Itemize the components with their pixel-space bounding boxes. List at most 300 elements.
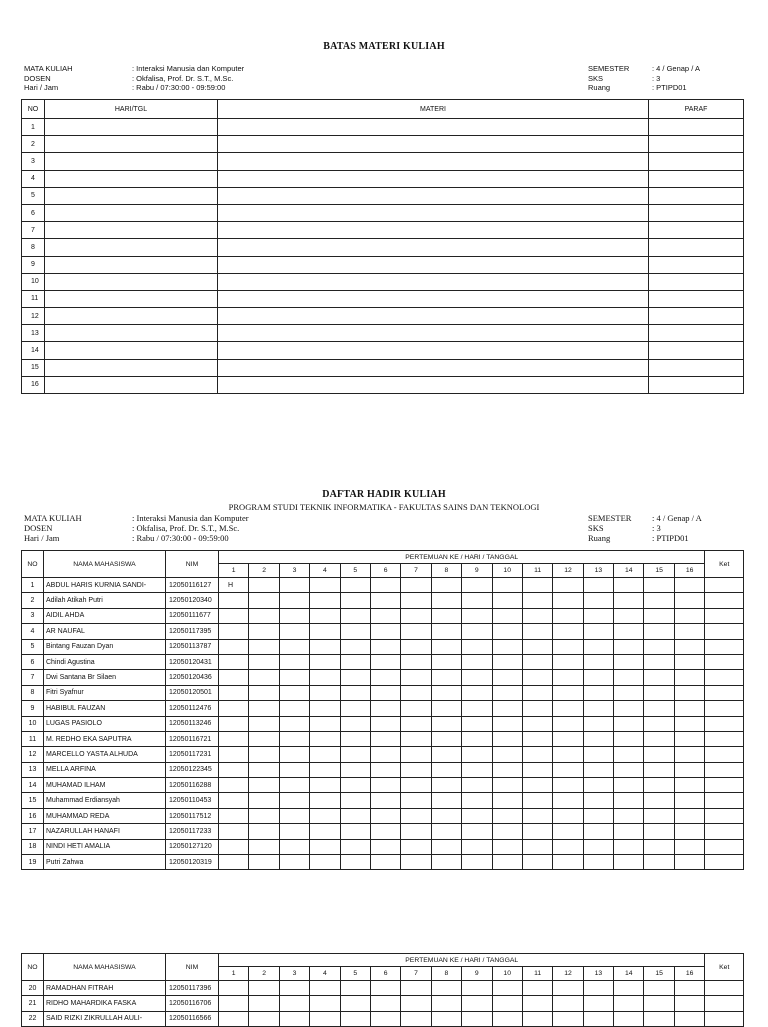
attendance-cell[interactable] (219, 747, 249, 762)
attendance-cell[interactable] (431, 593, 461, 608)
attendance-cell[interactable] (614, 578, 644, 593)
attendance-cell[interactable] (553, 701, 583, 716)
attendance-cell[interactable] (614, 654, 644, 669)
attendance-cell[interactable] (431, 996, 461, 1011)
hari-tgl-cell[interactable] (45, 170, 218, 187)
hari-tgl-cell[interactable] (45, 119, 218, 136)
ket-cell[interactable] (705, 670, 744, 685)
attendance-cell[interactable] (340, 747, 370, 762)
attendance-cell[interactable] (583, 701, 613, 716)
paraf-cell[interactable] (649, 153, 744, 170)
hari-tgl-cell[interactable] (45, 359, 218, 376)
hari-tgl-cell[interactable] (45, 153, 218, 170)
attendance-cell[interactable] (553, 716, 583, 731)
attendance-cell[interactable] (370, 808, 400, 823)
attendance-cell[interactable] (614, 716, 644, 731)
attendance-cell[interactable] (522, 593, 552, 608)
attendance-cell[interactable] (219, 639, 249, 654)
attendance-cell[interactable] (492, 654, 522, 669)
attendance-cell[interactable] (583, 793, 613, 808)
attendance-cell[interactable] (340, 608, 370, 623)
attendance-cell[interactable] (492, 808, 522, 823)
attendance-cell[interactable] (401, 855, 431, 870)
ket-cell[interactable] (705, 578, 744, 593)
attendance-cell[interactable] (522, 654, 552, 669)
attendance-cell[interactable] (553, 981, 583, 996)
attendance-cell[interactable] (644, 593, 674, 608)
attendance-cell[interactable] (279, 670, 309, 685)
attendance-cell[interactable] (462, 593, 492, 608)
attendance-cell[interactable] (401, 670, 431, 685)
hari-tgl-cell[interactable] (45, 325, 218, 342)
attendance-cell[interactable] (644, 731, 674, 746)
attendance-cell[interactable] (522, 839, 552, 854)
attendance-cell[interactable] (431, 654, 461, 669)
attendance-cell[interactable] (370, 608, 400, 623)
attendance-cell[interactable] (310, 981, 340, 996)
attendance-cell[interactable] (492, 578, 522, 593)
attendance-cell[interactable] (340, 578, 370, 593)
attendance-cell[interactable] (492, 639, 522, 654)
attendance-cell[interactable] (614, 996, 644, 1011)
attendance-cell[interactable] (279, 762, 309, 777)
attendance-cell[interactable] (219, 808, 249, 823)
attendance-cell[interactable] (462, 1011, 492, 1026)
paraf-cell[interactable] (649, 222, 744, 239)
attendance-cell[interactable] (462, 855, 492, 870)
attendance-cell[interactable] (249, 996, 279, 1011)
attendance-cell[interactable] (370, 639, 400, 654)
hari-tgl-cell[interactable] (45, 136, 218, 153)
attendance-cell[interactable] (522, 793, 552, 808)
attendance-cell[interactable] (279, 685, 309, 700)
attendance-cell[interactable] (553, 731, 583, 746)
attendance-cell[interactable] (310, 778, 340, 793)
attendance-cell[interactable] (644, 808, 674, 823)
attendance-cell[interactable] (674, 654, 705, 669)
ket-cell[interactable] (705, 608, 744, 623)
attendance-cell[interactable] (522, 996, 552, 1011)
attendance-cell[interactable] (462, 996, 492, 1011)
attendance-cell[interactable] (279, 639, 309, 654)
attendance-cell[interactable] (553, 593, 583, 608)
attendance-cell[interactable] (310, 593, 340, 608)
attendance-cell[interactable] (614, 839, 644, 854)
attendance-cell[interactable] (401, 747, 431, 762)
attendance-cell[interactable] (492, 855, 522, 870)
attendance-cell[interactable] (644, 824, 674, 839)
attendance-cell[interactable] (674, 578, 705, 593)
attendance-cell[interactable] (492, 824, 522, 839)
attendance-cell[interactable] (249, 1011, 279, 1026)
attendance-cell[interactable] (492, 793, 522, 808)
attendance-cell[interactable] (401, 808, 431, 823)
attendance-cell[interactable] (249, 639, 279, 654)
attendance-cell[interactable] (340, 855, 370, 870)
attendance-cell[interactable] (462, 747, 492, 762)
attendance-cell[interactable] (370, 778, 400, 793)
attendance-cell[interactable] (583, 716, 613, 731)
attendance-cell[interactable] (522, 578, 552, 593)
attendance-cell[interactable] (279, 624, 309, 639)
materi-cell[interactable] (218, 325, 649, 342)
attendance-cell[interactable] (522, 855, 552, 870)
attendance-cell[interactable] (219, 731, 249, 746)
materi-cell[interactable] (218, 153, 649, 170)
attendance-cell[interactable] (279, 839, 309, 854)
attendance-cell[interactable] (340, 624, 370, 639)
attendance-cell[interactable] (340, 654, 370, 669)
attendance-cell[interactable] (583, 981, 613, 996)
attendance-cell[interactable] (553, 855, 583, 870)
attendance-cell[interactable] (583, 578, 613, 593)
attendance-cell[interactable] (401, 593, 431, 608)
ket-cell[interactable] (705, 762, 744, 777)
attendance-cell[interactable] (583, 762, 613, 777)
attendance-cell[interactable] (370, 731, 400, 746)
attendance-cell[interactable] (583, 670, 613, 685)
attendance-cell[interactable] (279, 981, 309, 996)
hari-tgl-cell[interactable] (45, 222, 218, 239)
ket-cell[interactable] (705, 778, 744, 793)
attendance-cell[interactable] (462, 731, 492, 746)
attendance-cell[interactable] (522, 624, 552, 639)
attendance-cell[interactable] (401, 996, 431, 1011)
attendance-cell[interactable] (462, 608, 492, 623)
attendance-cell[interactable] (553, 685, 583, 700)
attendance-cell[interactable] (614, 639, 644, 654)
attendance-cell[interactable] (614, 762, 644, 777)
attendance-cell[interactable] (553, 670, 583, 685)
attendance-cell[interactable] (644, 624, 674, 639)
attendance-cell[interactable] (674, 996, 705, 1011)
attendance-cell[interactable] (462, 716, 492, 731)
attendance-cell[interactable] (553, 808, 583, 823)
materi-cell[interactable] (218, 376, 649, 393)
attendance-cell[interactable] (310, 808, 340, 823)
paraf-cell[interactable] (649, 256, 744, 273)
attendance-cell[interactable] (340, 762, 370, 777)
attendance-cell[interactable] (522, 778, 552, 793)
materi-cell[interactable] (218, 239, 649, 256)
attendance-cell[interactable] (310, 839, 340, 854)
attendance-cell[interactable] (249, 593, 279, 608)
attendance-cell[interactable] (310, 701, 340, 716)
attendance-cell[interactable] (614, 808, 644, 823)
paraf-cell[interactable] (649, 136, 744, 153)
ket-cell[interactable] (705, 593, 744, 608)
attendance-cell[interactable] (310, 654, 340, 669)
attendance-cell[interactable] (644, 996, 674, 1011)
attendance-cell[interactable] (370, 654, 400, 669)
ket-cell[interactable] (705, 981, 744, 996)
attendance-cell[interactable] (674, 1011, 705, 1026)
attendance-cell[interactable] (644, 747, 674, 762)
attendance-cell[interactable] (340, 793, 370, 808)
attendance-cell[interactable] (370, 855, 400, 870)
attendance-cell[interactable] (553, 762, 583, 777)
attendance-cell[interactable] (340, 778, 370, 793)
attendance-cell[interactable] (644, 778, 674, 793)
attendance-cell[interactable] (249, 778, 279, 793)
attendance-cell[interactable] (310, 685, 340, 700)
attendance-cell[interactable] (674, 639, 705, 654)
attendance-cell[interactable] (279, 855, 309, 870)
attendance-cell[interactable] (310, 1011, 340, 1026)
attendance-cell[interactable] (431, 701, 461, 716)
attendance-cell[interactable] (401, 731, 431, 746)
attendance-cell[interactable] (340, 731, 370, 746)
attendance-cell[interactable] (522, 762, 552, 777)
attendance-cell[interactable] (431, 981, 461, 996)
attendance-cell[interactable] (310, 608, 340, 623)
attendance-cell[interactable] (279, 778, 309, 793)
attendance-cell[interactable] (219, 762, 249, 777)
attendance-cell[interactable] (249, 716, 279, 731)
attendance-cell[interactable] (614, 731, 644, 746)
attendance-cell[interactable] (279, 1011, 309, 1026)
attendance-cell[interactable] (370, 747, 400, 762)
attendance-cell[interactable] (219, 1011, 249, 1026)
attendance-cell[interactable] (431, 608, 461, 623)
attendance-cell[interactable] (492, 747, 522, 762)
attendance-cell[interactable] (492, 981, 522, 996)
attendance-cell[interactable] (401, 608, 431, 623)
attendance-cell[interactable] (553, 793, 583, 808)
attendance-cell[interactable] (522, 639, 552, 654)
attendance-cell[interactable] (249, 624, 279, 639)
ket-cell[interactable] (705, 654, 744, 669)
attendance-cell[interactable] (492, 996, 522, 1011)
attendance-cell[interactable] (644, 716, 674, 731)
attendance-cell[interactable] (219, 824, 249, 839)
attendance-cell[interactable] (431, 1011, 461, 1026)
attendance-cell[interactable] (492, 701, 522, 716)
attendance-cell[interactable] (370, 716, 400, 731)
materi-cell[interactable] (218, 136, 649, 153)
ket-cell[interactable] (705, 855, 744, 870)
attendance-cell[interactable] (583, 855, 613, 870)
attendance-cell[interactable] (553, 1011, 583, 1026)
attendance-cell[interactable] (553, 639, 583, 654)
attendance-cell[interactable] (522, 981, 552, 996)
attendance-cell[interactable] (583, 824, 613, 839)
attendance-cell[interactable] (674, 624, 705, 639)
attendance-cell[interactable] (340, 701, 370, 716)
attendance-cell[interactable] (310, 624, 340, 639)
attendance-cell[interactable] (492, 778, 522, 793)
attendance-cell[interactable] (674, 731, 705, 746)
attendance-cell[interactable] (401, 578, 431, 593)
attendance-cell[interactable] (614, 624, 644, 639)
attendance-cell[interactable] (522, 808, 552, 823)
attendance-cell[interactable] (370, 981, 400, 996)
attendance-cell[interactable] (370, 1011, 400, 1026)
attendance-cell[interactable] (492, 624, 522, 639)
attendance-cell[interactable] (674, 981, 705, 996)
ket-cell[interactable] (705, 996, 744, 1011)
attendance-cell[interactable] (674, 824, 705, 839)
attendance-cell[interactable] (614, 855, 644, 870)
attendance-cell[interactable] (522, 731, 552, 746)
paraf-cell[interactable] (649, 273, 744, 290)
attendance-cell[interactable] (674, 839, 705, 854)
paraf-cell[interactable] (649, 170, 744, 187)
attendance-cell[interactable] (462, 685, 492, 700)
attendance-cell[interactable] (219, 701, 249, 716)
hari-tgl-cell[interactable] (45, 308, 218, 325)
attendance-cell[interactable] (462, 670, 492, 685)
attendance-cell[interactable] (674, 747, 705, 762)
attendance-cell[interactable] (249, 747, 279, 762)
paraf-cell[interactable] (649, 187, 744, 204)
hari-tgl-cell[interactable] (45, 290, 218, 307)
paraf-cell[interactable] (649, 239, 744, 256)
ket-cell[interactable] (705, 808, 744, 823)
attendance-cell[interactable] (279, 608, 309, 623)
attendance-cell[interactable] (492, 593, 522, 608)
attendance-cell[interactable] (462, 839, 492, 854)
hari-tgl-cell[interactable] (45, 187, 218, 204)
attendance-cell[interactable] (644, 654, 674, 669)
attendance-cell[interactable] (401, 685, 431, 700)
attendance-cell[interactable] (310, 762, 340, 777)
attendance-cell[interactable] (614, 824, 644, 839)
attendance-cell[interactable] (431, 762, 461, 777)
attendance-cell[interactable] (401, 778, 431, 793)
ket-cell[interactable] (705, 793, 744, 808)
attendance-cell[interactable] (522, 747, 552, 762)
attendance-cell[interactable] (522, 685, 552, 700)
attendance-cell[interactable] (583, 731, 613, 746)
attendance-cell[interactable] (614, 608, 644, 623)
paraf-cell[interactable] (649, 359, 744, 376)
attendance-cell[interactable] (249, 808, 279, 823)
attendance-cell[interactable] (219, 855, 249, 870)
attendance-cell[interactable] (340, 716, 370, 731)
attendance-cell[interactable] (644, 608, 674, 623)
attendance-cell[interactable] (492, 716, 522, 731)
attendance-cell[interactable] (340, 996, 370, 1011)
attendance-cell[interactable] (674, 716, 705, 731)
ket-cell[interactable] (705, 701, 744, 716)
attendance-cell[interactable] (401, 981, 431, 996)
hari-tgl-cell[interactable] (45, 204, 218, 221)
attendance-cell[interactable] (553, 996, 583, 1011)
attendance-cell[interactable] (431, 670, 461, 685)
attendance-cell[interactable] (583, 624, 613, 639)
attendance-cell[interactable] (219, 839, 249, 854)
attendance-cell[interactable] (219, 793, 249, 808)
attendance-cell[interactable] (674, 762, 705, 777)
attendance-cell[interactable] (401, 839, 431, 854)
attendance-cell[interactable] (431, 624, 461, 639)
attendance-cell[interactable] (644, 578, 674, 593)
attendance-cell[interactable] (462, 981, 492, 996)
attendance-cell[interactable] (553, 608, 583, 623)
attendance-cell[interactable] (644, 981, 674, 996)
attendance-cell[interactable] (279, 593, 309, 608)
attendance-cell[interactable] (614, 793, 644, 808)
materi-cell[interactable] (218, 222, 649, 239)
paraf-cell[interactable] (649, 325, 744, 342)
attendance-cell[interactable] (462, 824, 492, 839)
attendance-cell[interactable] (370, 624, 400, 639)
attendance-cell[interactable] (340, 685, 370, 700)
hari-tgl-cell[interactable] (45, 256, 218, 273)
attendance-cell[interactable] (279, 808, 309, 823)
attendance-cell[interactable] (370, 701, 400, 716)
attendance-cell[interactable] (462, 808, 492, 823)
attendance-cell[interactable] (401, 624, 431, 639)
attendance-cell[interactable] (644, 1011, 674, 1026)
paraf-cell[interactable] (649, 342, 744, 359)
ket-cell[interactable] (705, 731, 744, 746)
attendance-cell[interactable] (492, 1011, 522, 1026)
ket-cell[interactable] (705, 685, 744, 700)
attendance-cell[interactable] (401, 701, 431, 716)
attendance-cell[interactable] (431, 639, 461, 654)
attendance-cell[interactable] (370, 824, 400, 839)
attendance-cell[interactable] (249, 855, 279, 870)
paraf-cell[interactable] (649, 290, 744, 307)
attendance-cell[interactable] (219, 654, 249, 669)
attendance-cell[interactable] (674, 608, 705, 623)
attendance-cell[interactable] (431, 578, 461, 593)
attendance-cell[interactable] (522, 701, 552, 716)
attendance-cell[interactable] (644, 855, 674, 870)
attendance-cell[interactable] (431, 793, 461, 808)
attendance-cell[interactable] (219, 593, 249, 608)
attendance-cell[interactable] (462, 578, 492, 593)
attendance-cell[interactable] (431, 778, 461, 793)
attendance-cell[interactable] (279, 996, 309, 1011)
attendance-cell[interactable] (249, 670, 279, 685)
attendance-cell[interactable] (644, 639, 674, 654)
attendance-cell[interactable] (522, 608, 552, 623)
attendance-cell[interactable] (279, 747, 309, 762)
hari-tgl-cell[interactable] (45, 239, 218, 256)
attendance-cell[interactable] (340, 824, 370, 839)
ket-cell[interactable] (705, 624, 744, 639)
attendance-cell[interactable] (674, 793, 705, 808)
materi-cell[interactable] (218, 359, 649, 376)
paraf-cell[interactable] (649, 308, 744, 325)
attendance-cell[interactable] (249, 685, 279, 700)
attendance-cell[interactable] (370, 996, 400, 1011)
attendance-cell[interactable] (249, 762, 279, 777)
ket-cell[interactable] (705, 639, 744, 654)
attendance-cell[interactable] (674, 701, 705, 716)
attendance-cell[interactable] (401, 654, 431, 669)
attendance-cell[interactable] (401, 793, 431, 808)
attendance-cell[interactable] (674, 855, 705, 870)
attendance-cell[interactable] (219, 608, 249, 623)
attendance-cell[interactable] (279, 716, 309, 731)
attendance-cell[interactable] (614, 778, 644, 793)
attendance-cell[interactable] (249, 824, 279, 839)
attendance-cell[interactable] (614, 670, 644, 685)
attendance-cell[interactable] (431, 839, 461, 854)
attendance-cell[interactable] (219, 685, 249, 700)
attendance-cell[interactable] (583, 808, 613, 823)
attendance-cell[interactable] (219, 670, 249, 685)
attendance-cell[interactable] (310, 855, 340, 870)
attendance-cell[interactable] (583, 593, 613, 608)
attendance-cell[interactable] (462, 701, 492, 716)
attendance-cell[interactable] (340, 639, 370, 654)
attendance-cell[interactable] (370, 839, 400, 854)
